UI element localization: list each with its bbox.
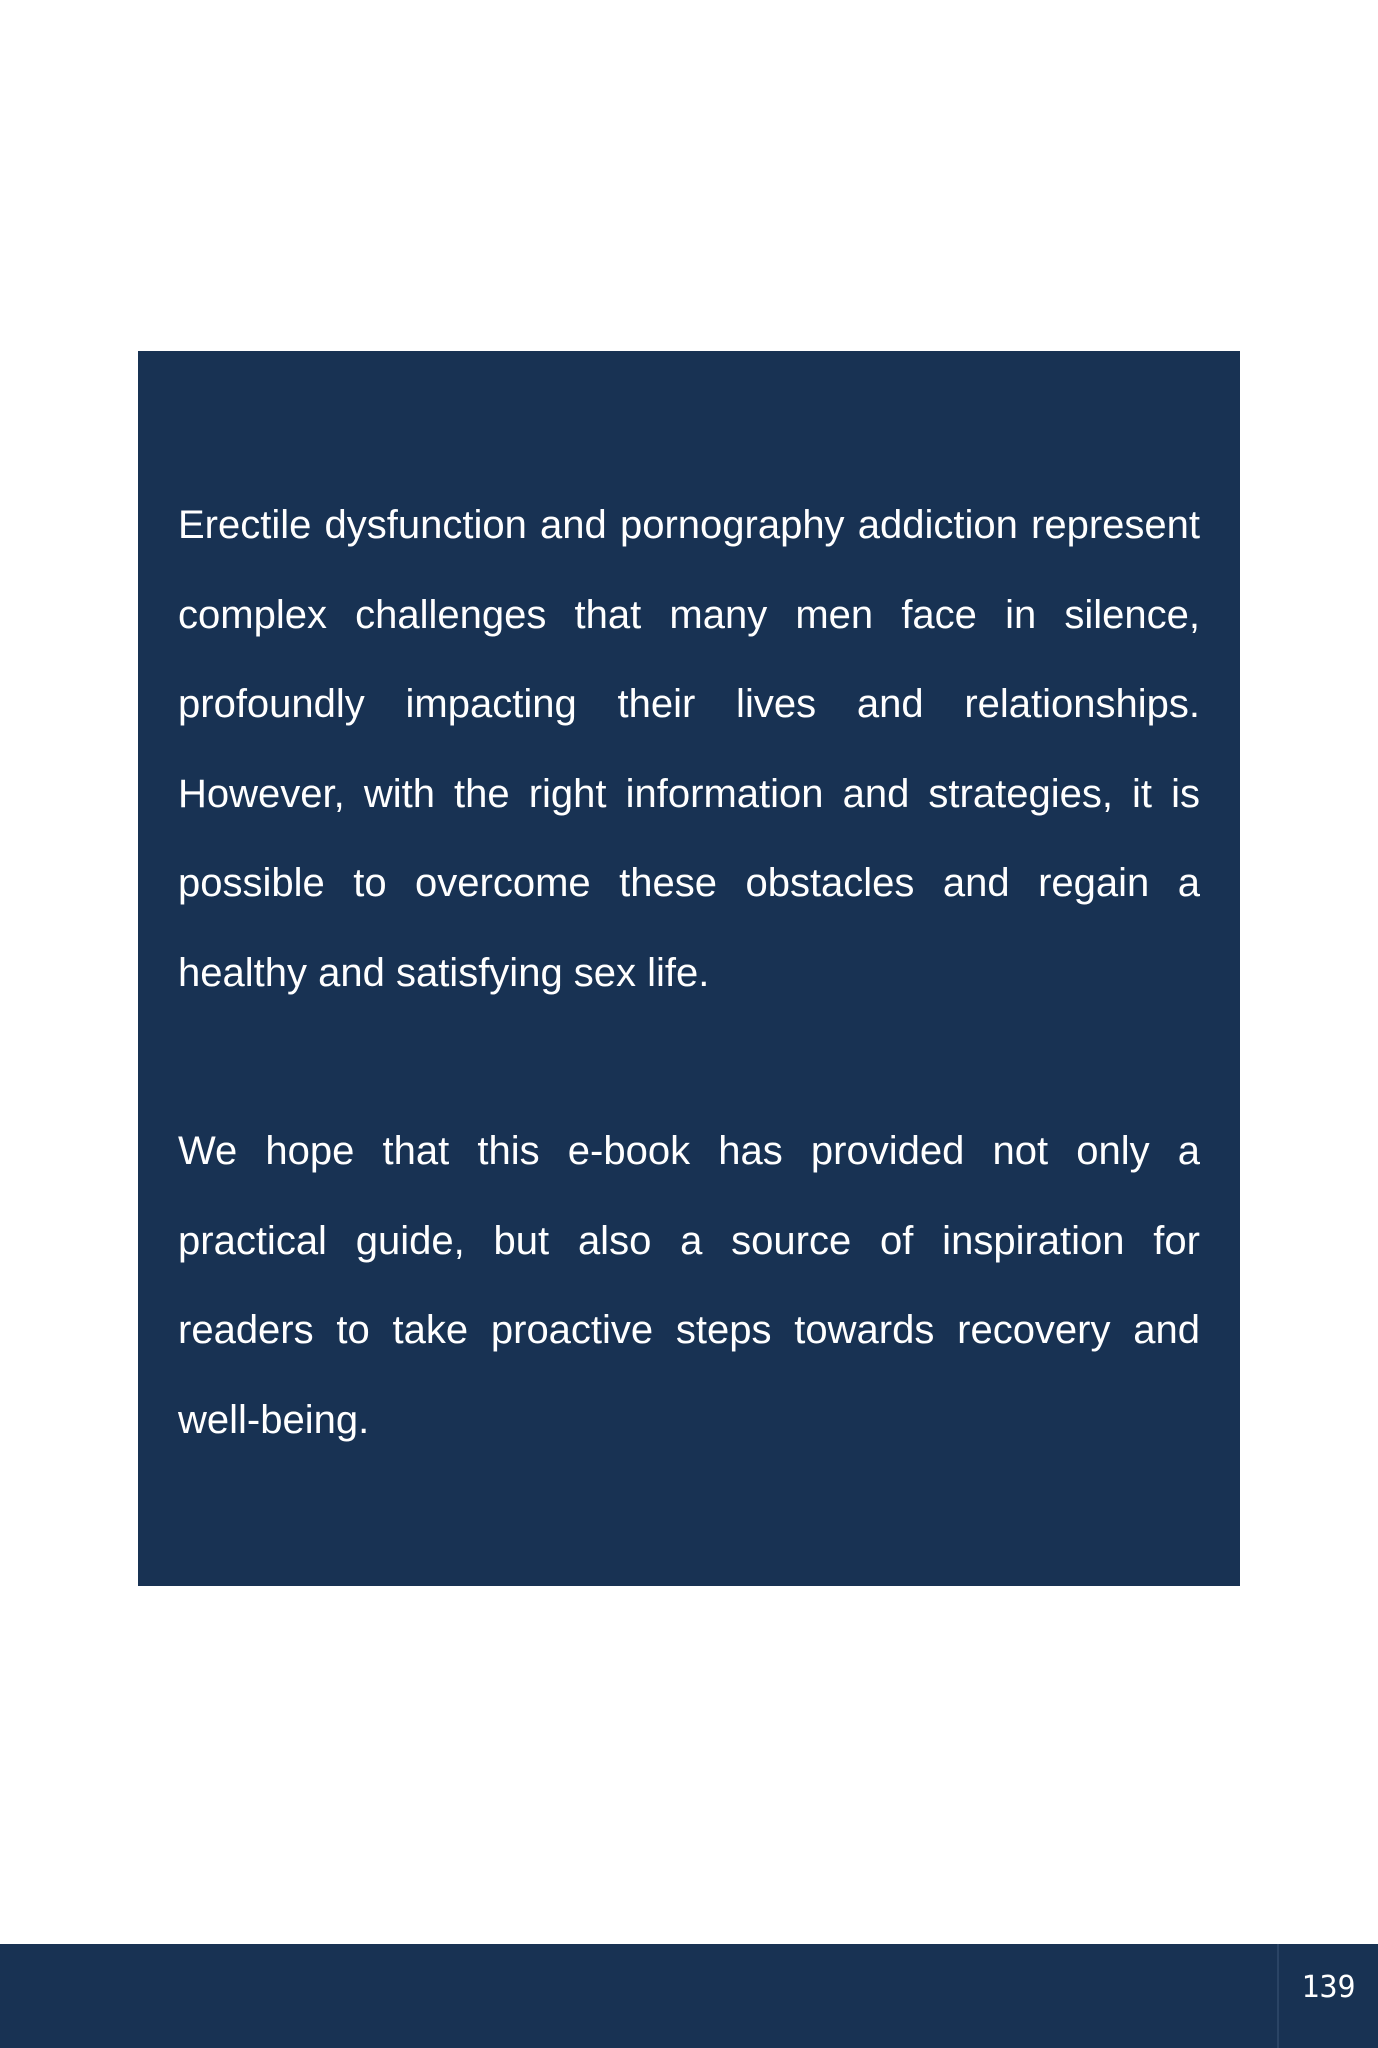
paragraph-2: We hope that this e-book has provided not only a practical guide, but also a source of inspiration for readers to take proactive steps towards recovery and well-being. [178,1129,1200,1442]
paragraph-1: Erectile dysfunction and pornography addiction represent complex challenges that many men face in silence, profoundly impacting their lives and relationships. However, with the right information and strategies, it is possible to overcome these obstacles and regain a healthy and satisfying sex life. [178,503,1200,995]
footer-bar [0,1944,1378,2048]
content-panel [138,351,1240,1586]
page-number: 139 [1301,1969,1356,2005]
